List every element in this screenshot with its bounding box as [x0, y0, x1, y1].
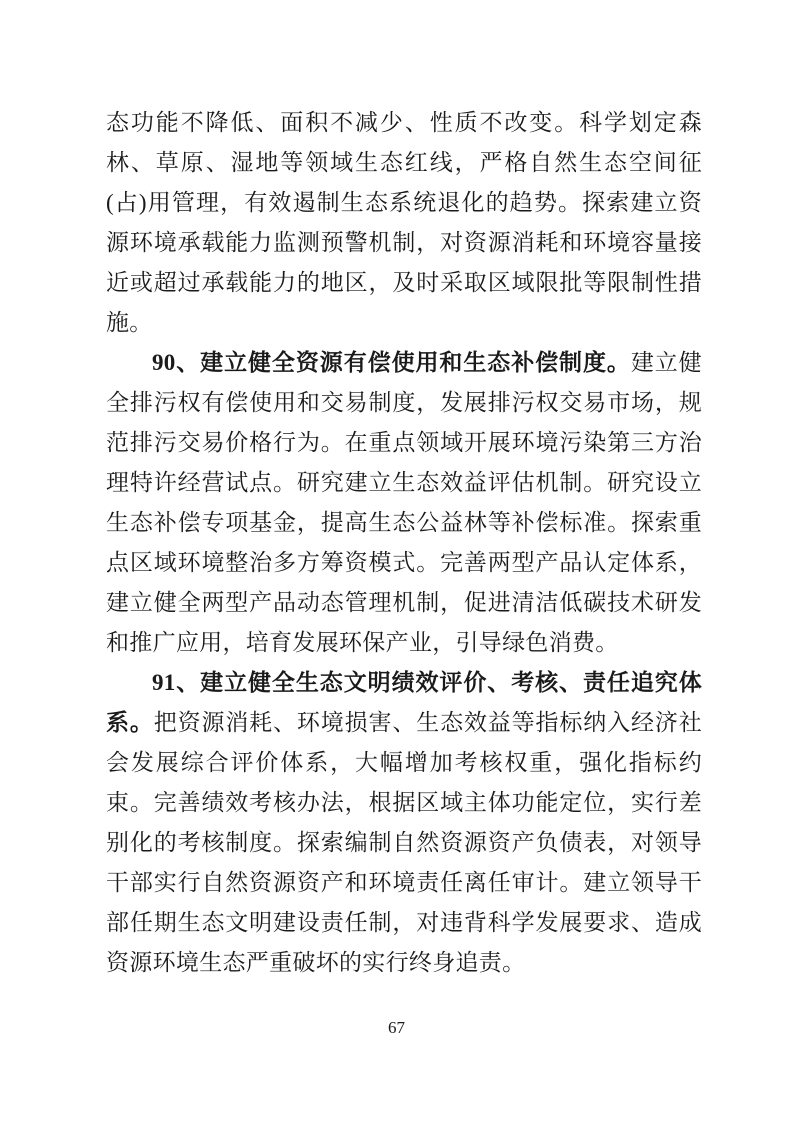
- paragraph-text: 建立健全排污权有偿使用和交易制度，发展排污权交易市场，规范排污交易价格行为。在重点领域开展环境污染第三方治理特许经营试点。研究建立生态效益评估机制。研究设立生态补偿专项基金，提高生态公益林等补偿标准。探索重点区域环境整治多方筹资模式。完善两型产品认定体系，建立健全两型产品动态管理机制，促进清洁低碳技术研发和推广应用，培育发展环保产业，引导绿色消费。: [106, 350, 702, 655]
- paragraph-item-90: [106, 343, 702, 663]
- page-content: [106, 103, 702, 983]
- paragraph-item-91: [106, 663, 702, 983]
- paragraph-heading: 90、建立健全资源有偿使用和生态补偿制度。: [152, 350, 631, 375]
- paragraph-text: 把资源消耗、环境损害、生态效益等指标纳入经济社会发展综合评价体系，大幅增加考核权重，强化指标约束。完善绩效考核办法，根据区域主体功能定位，实行差别化的考核制度。探索编制自然资源资产负债表，对领导干部实行自然资源资产和环境责任离任审计。建立领导干部任期生态文明建设责任制，对违背科学发展要求、造成资源环境生态严重破坏的实行终身追责。: [106, 710, 702, 975]
- paragraph-heading: 91、建立健全生态文明绩效评价、考核、责任追究体系。: [106, 670, 702, 735]
- paragraph-text: 态功能不降低、面积不减少、性质不改变。科学划定森林、草原、湿地等领域生态红线，严格自然生态空间征(占)用管理，有效遏制生态系统退化的趋势。探索建立资源环境承载能力监测预警机制，对资源消耗和环境容量接近或超过承载能力的地区，及时采取区域限批等限制性措施。: [106, 110, 702, 335]
- paragraph-continuation: [106, 103, 702, 343]
- page-number: 67: [388, 1018, 405, 1037]
